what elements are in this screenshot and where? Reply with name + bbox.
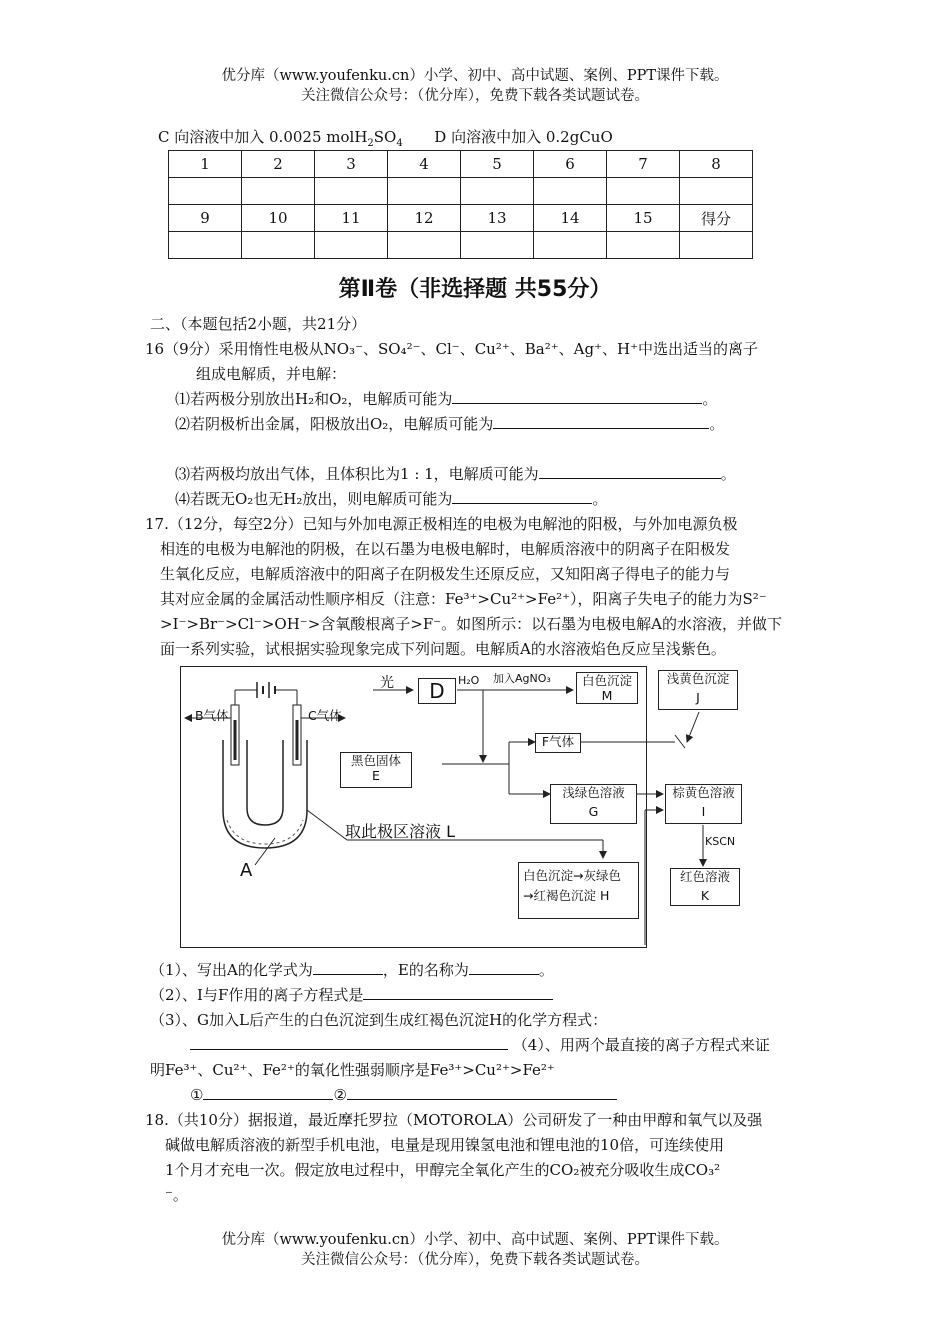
- e-box-line2: E: [372, 768, 380, 783]
- b-gas-label: B气体: [195, 708, 229, 723]
- q16-blank1[interactable]: [452, 387, 702, 404]
- g-box: [550, 784, 637, 824]
- j-box-line1: 浅黄色沉淀: [666, 671, 730, 686]
- q18-line1: 18.（共10分）据报道，最近摩托罗拉（MOTOROLA）公司研发了一种由甲醇和氧气以及强: [145, 1111, 763, 1129]
- answer-cell[interactable]: [169, 178, 242, 205]
- f-box: F气体: [535, 733, 581, 753]
- site-header-line2: 关注微信公众号：（优分库），免费下载各类试题试卷。: [301, 88, 649, 104]
- q18-line3: 1个月才充电一次。假定放电过程中，甲醇完全氧化产生的CO₂被充分吸收生成CO₃²: [165, 1161, 721, 1179]
- q17-p1-text: （1）、写出A的化学式为: [150, 961, 313, 979]
- q16-sub3-text: ⑶若两极均放出气体，且体积比为1 : 1，电解质可能为: [175, 465, 539, 483]
- e-box-line1: 黑色固体: [350, 753, 401, 768]
- table-cell: 3: [315, 151, 388, 178]
- q17-line4: 其对应金属的金属活动性顺序相反（注意：Fe³⁺>Cu²⁺>Fe²⁺），阳离子失电子的能力为S²⁻: [160, 590, 767, 608]
- i-box-line1: 棕黄色溶液: [672, 785, 735, 800]
- f-i-slash: [675, 735, 685, 748]
- q17-blank-i-f[interactable]: [363, 983, 553, 1000]
- q16-sub2-text: ⑵若阴极析出金属，阳极放出O₂，电解质可能为: [175, 415, 494, 433]
- choice-c-text: C 向溶液中加入 0.0025 molH: [158, 128, 368, 146]
- table-cell: 14: [534, 205, 607, 232]
- i-box-line2: I: [701, 804, 706, 819]
- q17-blank-a[interactable]: [313, 958, 383, 975]
- h-box-line1: 白色沉淀→灰绿色: [523, 868, 621, 883]
- q17-part2: [150, 983, 810, 1008]
- period: 。: [538, 961, 554, 979]
- answer-cell[interactable]: [242, 178, 315, 205]
- j-box-line2: J: [696, 690, 700, 705]
- period: 。: [702, 390, 718, 408]
- circle-1: ①: [190, 1086, 204, 1104]
- q16-sub1: [175, 387, 835, 412]
- answer-cell[interactable]: [461, 178, 534, 205]
- h-box-line2: →红褐色沉淀 H: [523, 888, 610, 903]
- answer-cell[interactable]: [607, 178, 680, 205]
- answer-cell[interactable]: [680, 232, 753, 259]
- q17-part3: （3）、G加入L后产生的白色沉淀到生成红褐色沉淀H的化学方程式：: [150, 1011, 608, 1029]
- table-row-answer: [169, 178, 753, 205]
- answer-cell[interactable]: [315, 178, 388, 205]
- table-cell: 10: [242, 205, 315, 232]
- table-cell: 得分: [680, 205, 753, 232]
- q17-p2-text: （2）、I与F作用的离子方程式是: [150, 986, 364, 1004]
- q17-part3-4: [150, 1033, 810, 1058]
- table-row: [169, 151, 753, 178]
- a-pointer: [255, 838, 275, 865]
- c-gas-label: C气体: [308, 708, 342, 723]
- d-box: D: [418, 678, 456, 704]
- q17-part4-blanks: [190, 1083, 850, 1108]
- table-cell: 12: [388, 205, 461, 232]
- h2o-label: H₂O: [458, 674, 480, 687]
- kscn-label: KSCN: [705, 835, 736, 848]
- answer-cell[interactable]: [607, 232, 680, 259]
- answer-cell[interactable]: [534, 232, 607, 259]
- k-box-line2: K: [700, 888, 710, 903]
- table-row-answer: [169, 232, 753, 259]
- table-cell: 11: [315, 205, 388, 232]
- answer-cell[interactable]: [315, 232, 388, 259]
- q17-p4-text: （4）、用两个最直接的离子方程式来证: [512, 1036, 770, 1054]
- choice-c-sub: 2: [367, 138, 374, 149]
- g-box-line2: G: [588, 804, 599, 819]
- m-box-line1: 白色沉淀: [581, 673, 632, 688]
- choice-c-sub2: 4: [396, 138, 403, 149]
- table-cell: 1: [169, 151, 242, 178]
- q16-sub1-text: ⑴若两极分别放出H₂和O₂，电解质可能为: [175, 390, 453, 408]
- q17-blank-h[interactable]: [190, 1033, 508, 1050]
- q17-blank-eq2[interactable]: [347, 1083, 617, 1100]
- q16-stem2: 组成电解质，并电解：: [196, 365, 347, 383]
- section-title: 第Ⅱ卷（非选择题 共55分）: [338, 277, 612, 302]
- answer-cell[interactable]: [461, 232, 534, 259]
- table-cell: 8: [680, 151, 753, 178]
- site-footer-line2: 关注微信公众号：（优分库），免费下载各类试题试卷。: [301, 1252, 649, 1268]
- answer-cell[interactable]: [534, 178, 607, 205]
- table-cell: 4: [388, 151, 461, 178]
- j-box: [658, 670, 738, 710]
- a-label: A: [240, 860, 253, 881]
- q16-blank4[interactable]: [452, 487, 592, 504]
- h-box: [518, 862, 639, 919]
- k-box: [670, 868, 740, 906]
- answer-cell[interactable]: [680, 178, 753, 205]
- period: 。: [592, 490, 608, 508]
- q18-line2: 碱做电解质溶液的新型手机电池，电量是现用镍氢电池和锂电池的10倍，可连续使用: [165, 1136, 725, 1154]
- table-cell: 5: [461, 151, 534, 178]
- i-box: [665, 784, 742, 824]
- m-box: [576, 672, 638, 704]
- q17-p1-text2: ，E的名称为: [382, 961, 469, 979]
- take-l-label: 取此极区溶液 L: [345, 822, 456, 841]
- table-cell: 2: [242, 151, 315, 178]
- light-label: 光: [380, 675, 394, 691]
- q18-line4: ⁻。: [165, 1186, 188, 1204]
- table-cell: 6: [534, 151, 607, 178]
- agno3-label: 加入AgNO₃: [493, 672, 551, 685]
- part2-heading: 二、（本题包括2小题，共21分）: [150, 315, 367, 333]
- q17-part1: [150, 958, 810, 983]
- answer-cell[interactable]: [169, 232, 242, 259]
- answer-cell[interactable]: [388, 232, 461, 259]
- table-cell: 7: [607, 151, 680, 178]
- choice-c-mid: SO: [373, 128, 397, 146]
- q17-blank-eq1[interactable]: [203, 1083, 333, 1100]
- table-cell: 13: [461, 205, 534, 232]
- to-j-arrow: [687, 712, 699, 742]
- g-box-line1: 浅绿色溶液: [562, 785, 625, 800]
- q17-line3: 生氧化反应，电解质溶液中的阳离子在阴极发生还原反应，又知阳离子得电子的能力与: [160, 565, 731, 583]
- q16-sub4: [175, 487, 835, 512]
- u-tube-inner: [247, 740, 283, 825]
- q17-blank-e[interactable]: [469, 958, 539, 975]
- q16-blank3[interactable]: [539, 462, 721, 479]
- answer-cell[interactable]: [388, 178, 461, 205]
- choice-d-text: D 向溶液中加入 0.2gCuO: [434, 128, 613, 146]
- period: 。: [709, 415, 725, 433]
- q17-line6: 面一系列实验，试根据实验现象完成下列问题。电解质A的水溶液焰色反应呈浅紫色。: [160, 640, 726, 658]
- l-pointer: [307, 810, 347, 840]
- circle-2: ②: [333, 1086, 347, 1104]
- q17-line2: 相连的电极为电解池的阴极，在以石墨为电极电解时，电解质溶液中的阴离子在阳极发: [160, 540, 731, 558]
- q16-blank2[interactable]: [493, 412, 709, 429]
- m-box-line2: M: [601, 688, 613, 703]
- q16-sub3: [175, 462, 835, 487]
- solution-level: [227, 820, 303, 844]
- q16-stem: 16（9分）采用惰性电极从NO₃⁻、SO₄²⁻、Cl⁻、Cu²⁺、Ba²⁺、Ag⁺、H⁺中选出适当的离子: [145, 340, 759, 358]
- q17-line5: >I⁻>Br⁻>Cl⁻>OH⁻>含氧酸根离子>F⁻。如图所示：以石墨为电极电解A的水溶液，并做下: [160, 615, 783, 633]
- table-cell: 9: [169, 205, 242, 232]
- q16-sub2: [175, 412, 835, 437]
- answer-cell[interactable]: [242, 232, 315, 259]
- period: 。: [720, 465, 736, 483]
- k-box-line1: 红色溶液: [679, 869, 730, 884]
- q17-part4b: 明Fe³⁺、Cu²⁺、Fe²⁺的氧化性强弱顺序是Fe³⁺>Cu²⁺>Fe²⁺: [150, 1061, 555, 1079]
- q16-sub4-text: ⑷若既无O₂也无H₂放出，则电解质可能为: [175, 490, 453, 508]
- e-box: [340, 752, 412, 788]
- answer-table: [168, 150, 753, 259]
- site-header-line1: 优分库（www.youfenku.cn）小学、初中、高中试题、案例、PPT课件下载。: [221, 68, 729, 84]
- q17-line1: 17.（12分，每空2分）已知与外加电源正极相连的电极为电解池的阳极，与外加电源负极: [145, 515, 738, 533]
- table-row: [169, 205, 753, 232]
- site-footer-line1: 优分库（www.youfenku.cn）小学、初中、高中试题、案例、PPT课件下载。: [221, 1232, 729, 1248]
- table-cell: 15: [607, 205, 680, 232]
